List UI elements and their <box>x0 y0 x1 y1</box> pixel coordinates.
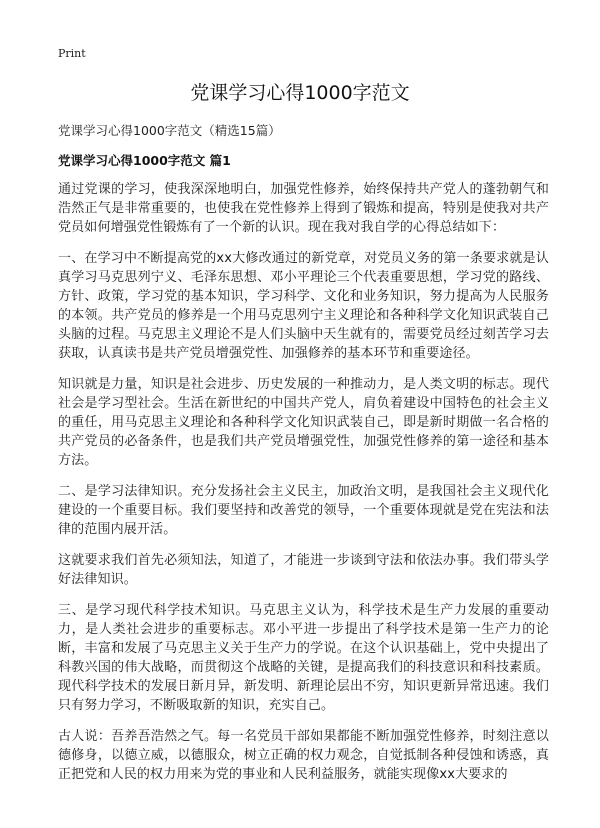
document-title: 党课学习心得1000字范文 <box>190 82 410 104</box>
print-link[interactable]: Print <box>58 47 86 60</box>
section-heading: 党课学习心得1000字范文 篇1 <box>58 153 231 168</box>
article-body <box>58 180 549 796</box>
paragraph: 一、在学习中不断提高党的xx大修改通过的新党章，对党员义务的第一条要求就是认真学习马克思列宁义、毛泽东思想、邓小平理论三个代表重要思想，学习党的路线、方针、政策，学习党的基本知识，学习科学、文化和业务知识，努力提高为人民服务的本领。共产党员的修养是一个用马克思列宁主义理论和各种科学文化知识武装自己头脑的过程。马克思主义理论不是人们头脑中天生就有的，需要党员经过刻苦学习去获取，认真读书是共产党员增强党性、加强修养的基本环节和重要途径。 <box>58 251 549 361</box>
paragraph: 三、是学习现代科学技术知识。马克思主义认为，科学技术是生产力发展的重要动力，是人类社会进步的重要标志。邓小平进一步提出了科学技术是第一生产力的论断，丰富和发展了马克思主义关于生产力的学说。在这个认识基础上，党中央提出了科教兴国的伟大战略，而贯彻这个战略的关键，是提高我们的科技意识和科技素质。现代科学技术的发展日新月异，新发明、新理论层出不穷，知识更新异常迅速。我们只有努力学习，不断吸取新的知识，充实自己。 <box>58 603 549 713</box>
paragraph: 古人说：吾养吾浩然之气。每一名党员干部如果都能不断加强党性修养，时刻注意以德修身，以德立威，以德服众，树立正确的权力观念，自觉抵制各种侵蚀和诱惑，真正把党和人民的权力用来为党的事业和人民利益服务，就能实现像xx大要求的 <box>58 729 549 782</box>
paragraph: 这就要求我们首先必须知法，知道了，才能进一步谈到守法和依法办事。我们带头学好法律知识。 <box>58 553 549 587</box>
document-subtitle: 党课学习心得1000字范文（精选15篇） <box>58 123 281 138</box>
paragraph: 二、是学习法律知识。充分发扬社会主义民主，加政治文明，是我国社会主义现代化建设的一个重要目标。我们要坚持和改善党的领导，一个重要体现就是党在宪法和法律的范围内展开活。 <box>58 484 549 537</box>
paragraph: 通过党课的学习，使我深深地明白，加强党性修养，始终保持共产党人的蓬勃朝气和浩然正气是非常重要的，也使我在党性修养上得到了锻炼和提高，特别是使我对共产党员如何增强党性锻炼有了一个新的认识。现在我对我自学的心得总结如下： <box>58 182 549 235</box>
paragraph: 知识就是力量，知识是社会进步、历史发展的一种推动力，是人类文明的标志。现代社会是学习型社会。生活在新世纪的中国共产党人，肩负着建设中国特色的社会主义的重任，用马克思主义理论和各种科学文化知识武装自己，即是新时期做一名合格的共产党员的必备条件，也是我们共产党员增强党性，加强党性修养的第一途径和基本方法。 <box>58 377 549 468</box>
